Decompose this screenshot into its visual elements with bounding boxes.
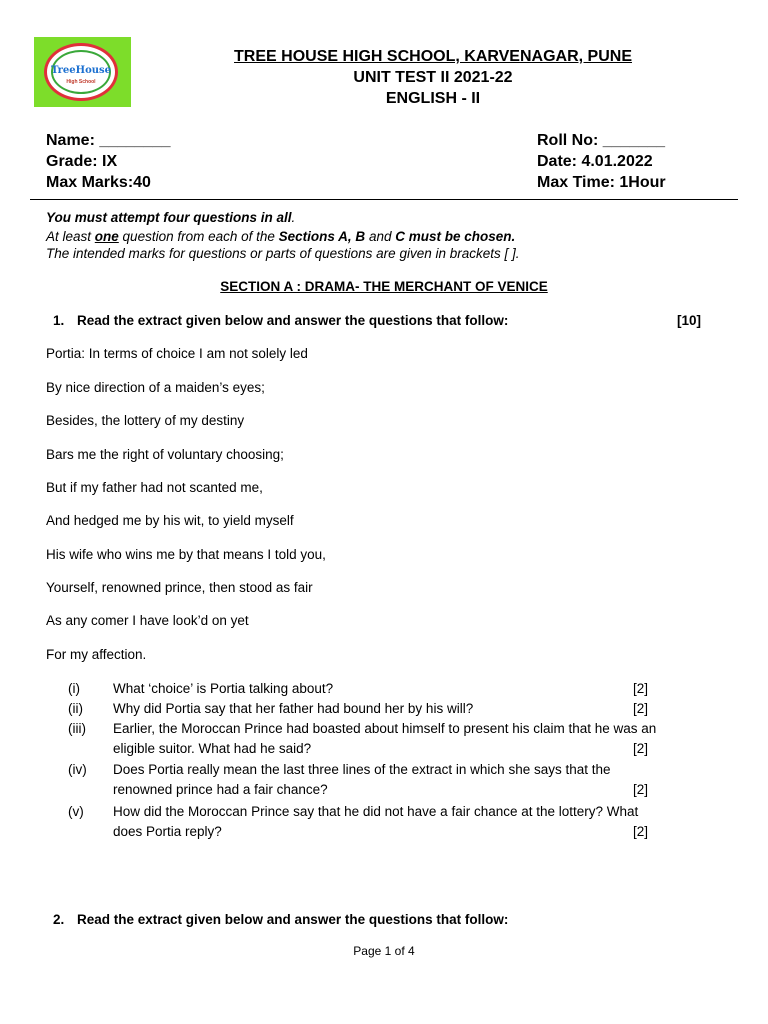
page-number: Page 1 of 4 xyxy=(353,944,415,958)
subquestion-marks: [2] xyxy=(633,741,649,756)
extract-line: Yourself, renowned prince, then stood as fair xyxy=(46,580,313,595)
extract-line: Besides, the lottery of my destiny xyxy=(46,413,245,428)
question-1-marks: [10] xyxy=(677,313,702,328)
logo-text: TreeHouse xyxy=(50,65,112,76)
subquestion-text-cont: renowned prince had a fair chance? xyxy=(113,782,328,797)
subquestion-text: What ‘choice’ is Portia talking about? xyxy=(113,681,334,696)
subquestion-text: How did the Moroccan Prince say that he did not have a fair chance at the lottery? What xyxy=(113,804,639,819)
subquestion-number: (iii) xyxy=(68,721,86,736)
subquestion-number: (i) xyxy=(68,681,80,696)
subquestion-text: Why did Portia say that her father had bound her by his will? xyxy=(113,701,474,716)
grade-field: Grade: IX xyxy=(46,153,118,170)
header-divider xyxy=(30,199,738,200)
logo-subtext: High School xyxy=(66,79,96,85)
name-field: Name: ________ xyxy=(46,132,171,149)
subquestion-text: Does Portia really mean the last three lines of the extract in which she says that the xyxy=(113,762,611,777)
subquestion-marks: [2] xyxy=(633,681,649,696)
question-2-number: 2. xyxy=(53,912,65,927)
subquestion-text: Earlier, the Moroccan Prince had boasted about himself to present his claim that he was an xyxy=(113,721,657,736)
subject-title: ENGLISH - II xyxy=(385,90,481,107)
date-field: Date: 4.01.2022 xyxy=(537,153,653,170)
instruction-line-1: You must attempt four questions in all. xyxy=(46,210,296,225)
subquestion-number: (ii) xyxy=(68,701,83,716)
instruction-line-2: At least one question from each of the Sections A, B and C must be chosen. xyxy=(46,229,516,244)
subquestion-number: (iv) xyxy=(68,762,87,777)
extract-line: And hedged me by his wit, to yield myself xyxy=(46,513,294,528)
section-a-heading: SECTION A : DRAMA- THE MERCHANT OF VENICE xyxy=(220,279,548,294)
subquestion-number: (v) xyxy=(68,804,84,819)
extract-line: By nice direction of a maiden’s eyes; xyxy=(46,380,265,395)
roll-no-field: Roll No: _______ xyxy=(537,132,666,149)
test-title: UNIT TEST II 2021-22 xyxy=(353,69,513,86)
subquestion-marks: [2] xyxy=(633,824,649,839)
extract-line: His wife who wins me by that means I told you, xyxy=(46,547,326,562)
extract-line: For my affection. xyxy=(46,647,147,662)
question-1-text: Read the extract given below and answer the questions that follow: xyxy=(77,313,509,328)
extract-line: Portia: In terms of choice I am not solely led xyxy=(46,346,308,361)
instruction-line-3: The intended marks for questions or parts of questions are given in brackets [ ]. xyxy=(46,246,520,261)
max-marks-field: Max Marks:40 xyxy=(46,174,151,191)
subquestion-marks: [2] xyxy=(633,782,649,797)
extract-line: But if my father had not scanted me, xyxy=(46,480,263,495)
extract-line: Bars me the right of voluntary choosing; xyxy=(46,447,284,462)
max-time-field: Max Time: 1Hour xyxy=(537,174,666,191)
subquestion-text-cont: eligible suitor. What had he said? xyxy=(113,741,312,756)
question-1-number: 1. xyxy=(53,313,65,328)
school-name: TREE HOUSE HIGH SCHOOL, KARVENAGAR, PUNE xyxy=(234,48,632,65)
extract-line: As any comer I have look’d on yet xyxy=(46,613,249,628)
question-2-text: Read the extract given below and answer the questions that follow: xyxy=(77,912,509,927)
subquestion-marks: [2] xyxy=(633,701,649,716)
subquestion-text-cont: does Portia reply? xyxy=(113,824,222,839)
